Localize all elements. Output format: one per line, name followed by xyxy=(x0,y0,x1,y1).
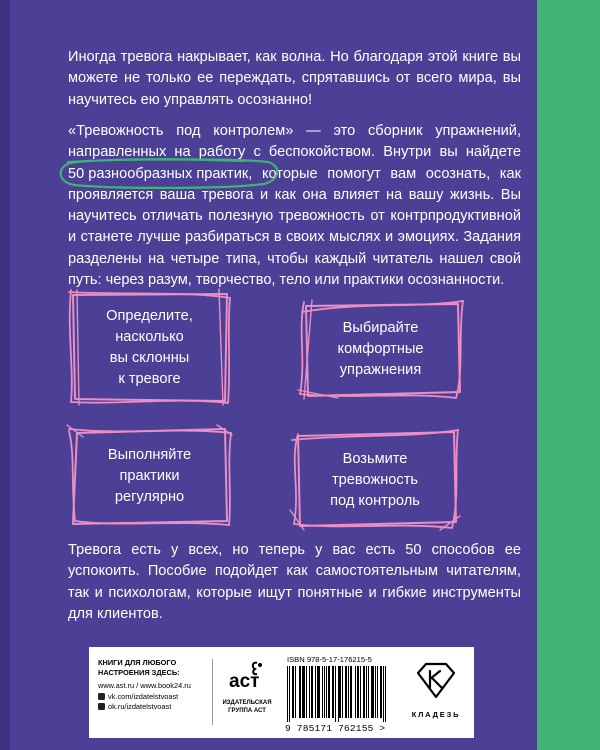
barcode-bar xyxy=(346,666,347,718)
barcode-bar xyxy=(306,666,307,718)
barcode-bar xyxy=(311,666,312,718)
barcode-bar xyxy=(350,666,351,718)
barcode-bar xyxy=(335,666,336,722)
barcode-bar xyxy=(304,666,305,718)
barcode-bar xyxy=(340,666,341,718)
barcode-bar xyxy=(309,666,310,718)
barcode-bar xyxy=(319,666,320,718)
barcode-bar xyxy=(383,666,384,722)
kladez-logo xyxy=(407,661,465,719)
barcode-bar xyxy=(377,666,378,718)
barcode-bar xyxy=(303,666,304,718)
barcode-bar xyxy=(326,666,327,718)
sites-link[interactable]: www.ast.ru / www.book24.ru xyxy=(98,681,191,691)
barcode-bar xyxy=(302,666,303,718)
barcode-bar xyxy=(358,666,359,718)
barcode-bar xyxy=(329,666,330,718)
ok-icon xyxy=(98,703,105,710)
barcode-bar xyxy=(292,666,293,718)
barcode-bar xyxy=(363,666,364,718)
barcode-bar xyxy=(351,666,352,718)
barcode-bar xyxy=(322,666,323,718)
tip-box-control xyxy=(290,430,460,530)
tip-text: Выполняйте практики регулярно xyxy=(107,446,192,505)
panel-divider xyxy=(212,659,213,725)
barcode-bar xyxy=(295,666,296,718)
ast-logo xyxy=(217,659,277,715)
barcode-bar xyxy=(293,666,294,718)
barcode-bar xyxy=(328,666,329,718)
barcode-bar xyxy=(287,666,288,722)
isbn-block xyxy=(285,655,391,734)
isbn-number: ISBN 978-5-17-176215-5 xyxy=(287,655,372,664)
spine-edge xyxy=(0,0,10,750)
barcode-bar xyxy=(342,666,343,718)
closing-paragraph: Тревога есть у всех, но теперь у вас есть 50 способов ее успокоить. Пособие подойдет как самостоятельным читателям, так и психологам, которые ищут понятные и гибкие инструменты для клиентов. xyxy=(68,542,521,622)
barcode-bar xyxy=(312,666,313,718)
green-side-band xyxy=(537,0,600,750)
barcode-bar xyxy=(318,666,319,718)
publisher-links xyxy=(98,658,203,712)
tip-box-assess xyxy=(67,289,232,406)
highlighted-phrase-text: 50 разнообразных практик, xyxy=(68,165,253,182)
description-text-start: «Тревожность под контролем» — это сборник упражнений, направленных на работу с беспокойством. Внутри вы найдете xyxy=(68,123,521,161)
barcode-bar xyxy=(333,666,334,718)
description-text-end: которые помогут вам осознать, как проявляется ваша тревога и как она влияет на вашу жизнь. Вы научитесь отличать полезную тревожность от контрпродуктивной и станете лучше разбираться в своих мыслях и эмоциях. Задания разделены на четыре типа, чтобы каждый читатель нашел свой путь: через разум, творчество, тело или практики осознанности. xyxy=(68,165,521,289)
tip-text: Выбирайте комфортные упражнения xyxy=(337,320,424,378)
barcode-bar xyxy=(289,666,290,722)
publisher-name: ИЗДАТЕЛЬСКАЯ ГРУППА АСТ xyxy=(222,700,272,714)
barcode-image xyxy=(285,666,389,722)
barcode-bar xyxy=(373,666,374,718)
publisher-info-panel xyxy=(89,647,474,738)
barcode-bar xyxy=(355,666,356,718)
barcode-bar xyxy=(332,666,333,718)
barcode-bar xyxy=(338,666,339,722)
barcode-bar xyxy=(371,666,372,718)
ast-logo-icon xyxy=(227,659,267,697)
ean-digits: 9 785171 762155 > xyxy=(285,723,386,734)
tip-text: Определите, насколько вы склонны к тревоге xyxy=(106,307,193,387)
imprint-name: КЛАДЕЗЬ xyxy=(411,710,461,719)
tip-box-practice xyxy=(67,425,232,527)
barcode-bar xyxy=(345,666,346,718)
barcode-bar xyxy=(339,666,340,718)
vk-icon xyxy=(98,693,105,700)
barcode-bar xyxy=(368,666,369,718)
panel-title: КНИГИ ДЛЯ ЛЮБОГО НАСТРОЕНИЯ ЗДЕСЬ: xyxy=(98,658,180,678)
barcode-bar xyxy=(381,666,382,718)
description-paragraph xyxy=(68,121,521,291)
ok-link[interactable]: ok.ru/izdatelstvoast xyxy=(98,702,203,712)
barcode-bar xyxy=(364,666,365,718)
highlighted-phrase xyxy=(68,164,252,185)
diamond-icon xyxy=(414,661,458,701)
tip-box-choose xyxy=(298,300,463,399)
barcode-bar xyxy=(380,666,381,718)
barcode-bar xyxy=(348,666,349,718)
barcode-bar xyxy=(375,666,376,718)
barcode-bar xyxy=(299,666,300,718)
vk-link[interactable]: vk.com/izdatelstvoast xyxy=(98,692,203,702)
barcode-bar xyxy=(372,666,373,718)
barcode-bar xyxy=(324,666,325,718)
barcode-bar xyxy=(300,666,301,718)
barcode-bar xyxy=(317,666,318,718)
tip-text: Возьмите тревожность под контроль xyxy=(330,450,420,509)
intro-paragraph: Иногда тревога накрывает, как волна. Но благодаря этой книге вы можете не только ее переждать, спрятавшись от всего мира, вы научитесь ею управлять осознанно! xyxy=(68,49,521,108)
barcode-bar xyxy=(357,666,358,718)
barcode-bar xyxy=(315,666,316,718)
barcode-bar xyxy=(360,666,361,718)
barcode-bar xyxy=(366,666,367,718)
barcode-bar xyxy=(385,666,386,722)
svg-text:аст: аст xyxy=(229,671,260,692)
